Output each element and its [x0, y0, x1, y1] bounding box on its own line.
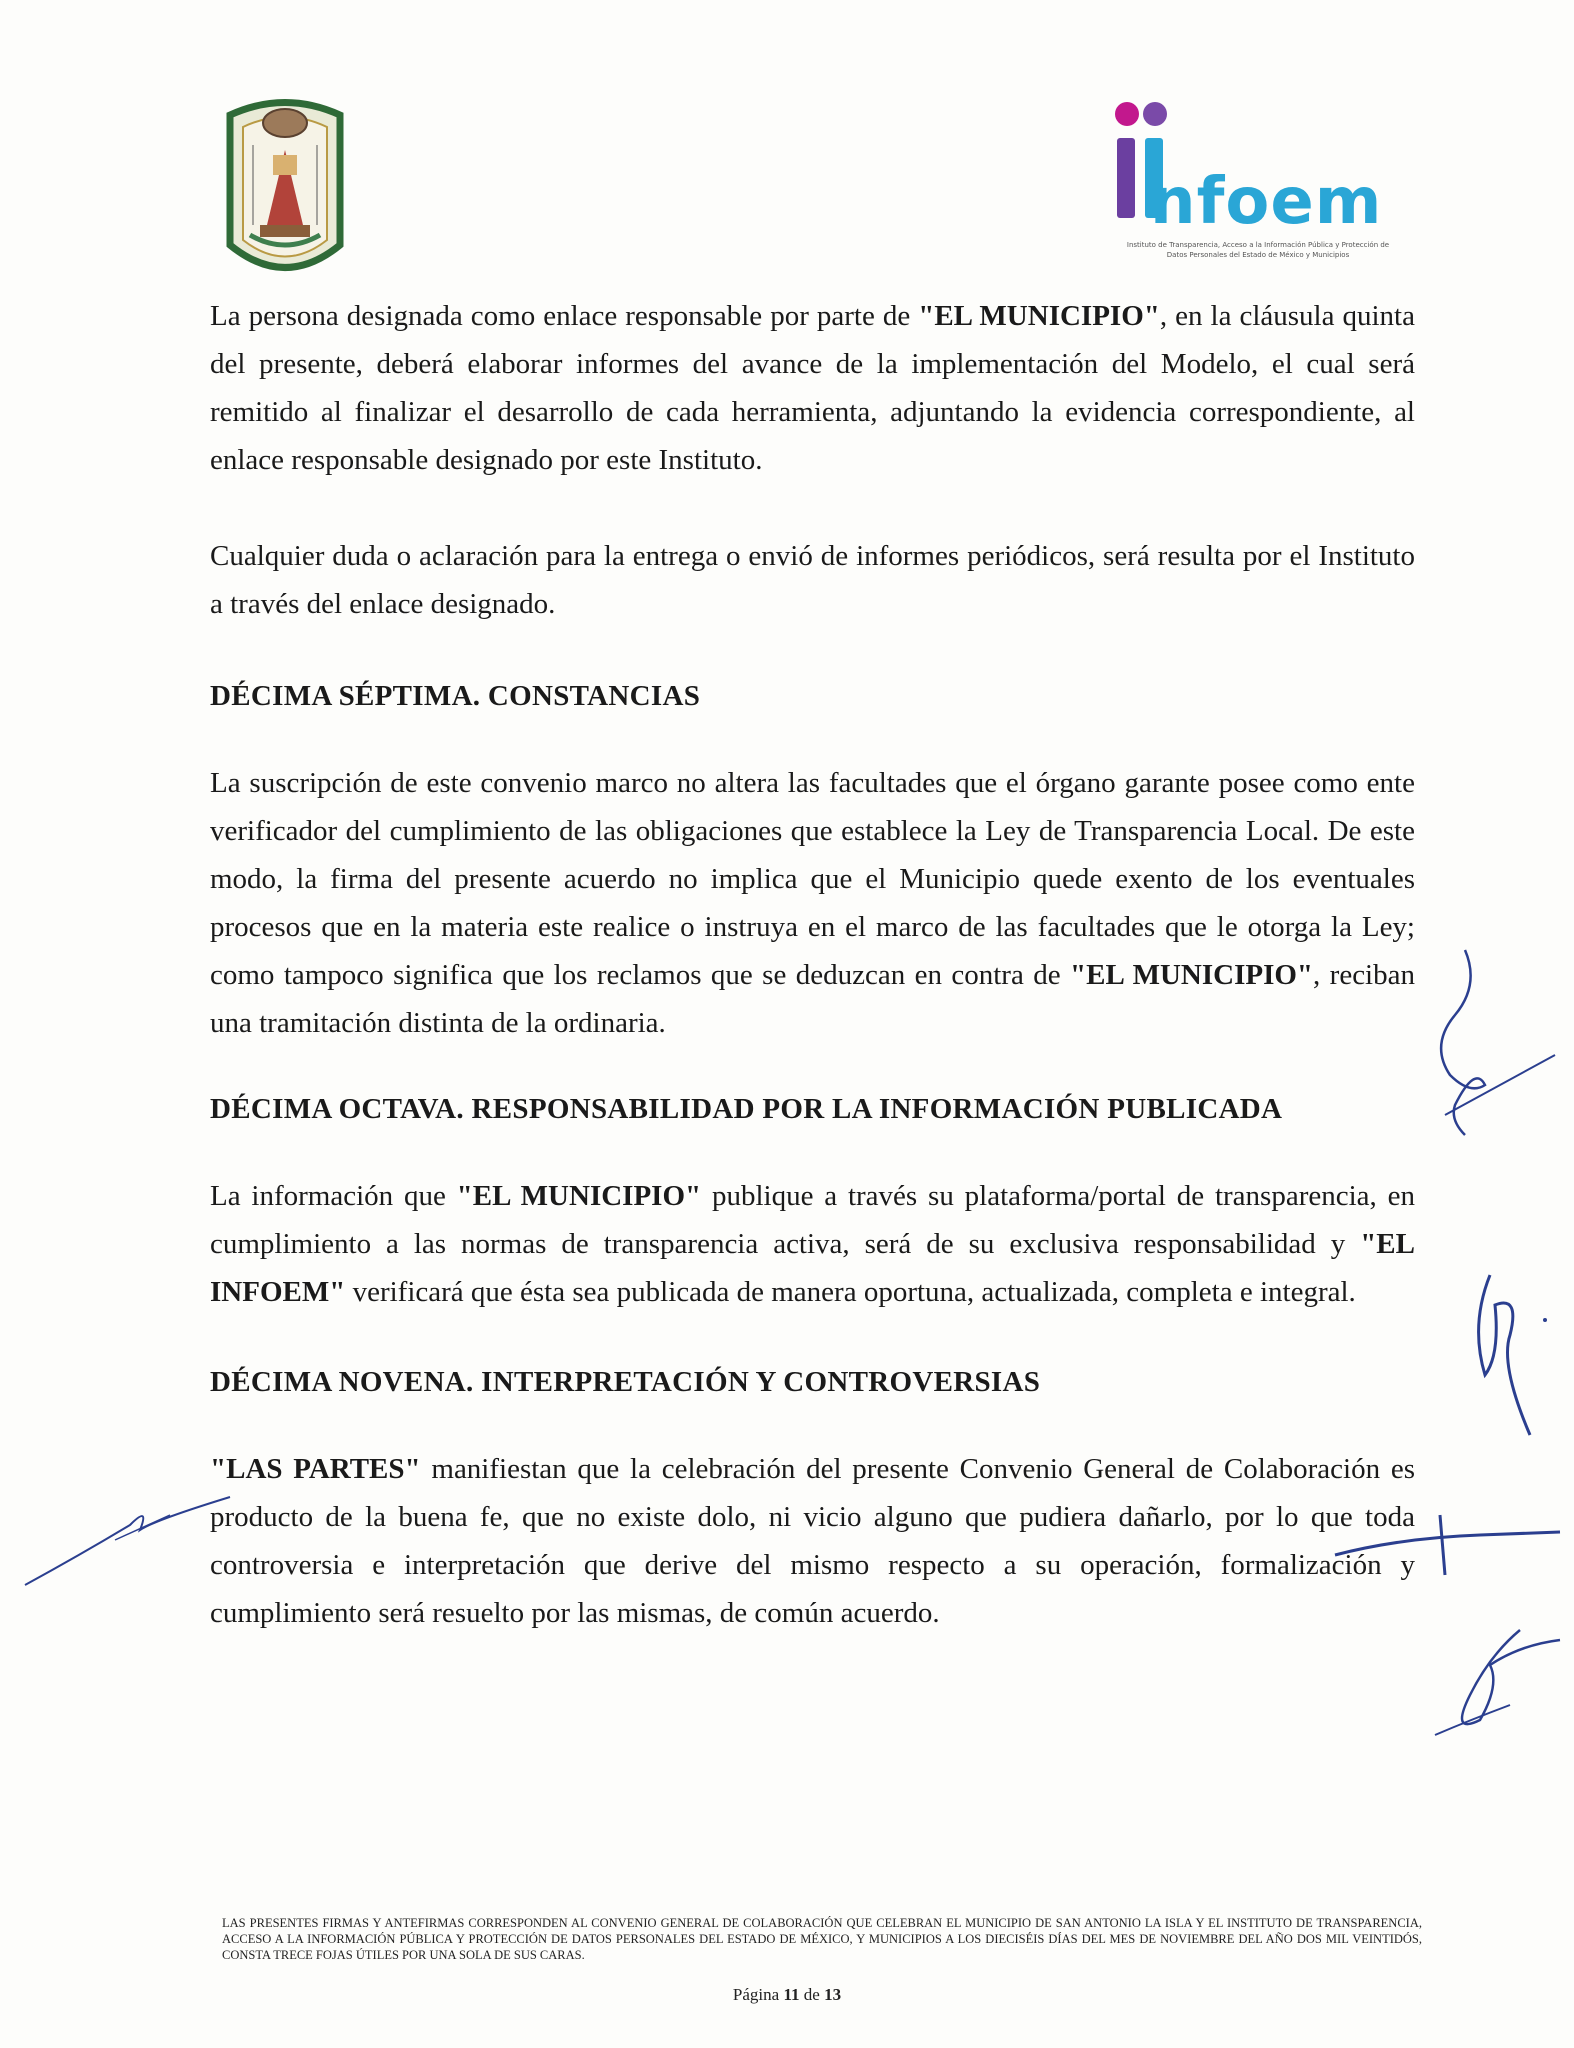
signature-initial-4	[1330, 1510, 1565, 1585]
paragraph-constancias: La suscripción de este convenio marco no altera las facultades que el órgano garante posee como ente verificador del cumplimiento de las obligaciones que establece la Ley de Transparencia Local. De este modo, la firma del presente acuerdo no implica que el Municipio quede exento de los eventuales procesos que en la materia este realice o instruya en el marco de las facultades que le otorga la Ley; como tampoco significa que los reclamos que se deduzcan en contra de "EL MUNICIPIO", reciban una tramitación distinta de la ordinaria.	[210, 767, 1415, 1039]
signature-initial-3	[20, 1485, 260, 1595]
infoem-logo-subtitle: Instituto de Transparencia, Acceso a la Información Pública y Protección de Datos Personales del Estado de México y Municipios	[1126, 241, 1390, 259]
page-number: Página 11 de 13	[732, 1985, 842, 2004]
document-body	[210, 292, 1415, 1637]
paragraph-informes: La persona designada como enlace responsable por parte de "EL MUNICIPIO", en la cláusula quinta del presente, deberá elaborar informes del avance de la implementación del Modelo, el cual será remitido al finalizar el desarrollo de cada herramienta, adjuntando la evidencia correspondiente, al enlace responsable designado por este Instituto.	[210, 300, 1415, 476]
paragraph-dudas: Cualquier duda o aclaración para la entrega o envió de informes periódicos, será resulta por el Instituto a través del enlace designado.	[210, 540, 1415, 620]
infoem-logo-wordmark: nfoem	[1150, 165, 1383, 239]
municipal-coat-of-arms-logo	[215, 95, 355, 285]
heading-decima-novena: DÉCIMA NOVENA. INTERPRETACIÓN Y CONTROVERSIAS	[210, 1366, 1041, 1398]
paragraph-controversias: "LAS PARTES" manifiestan que la celebración del presente Convenio General de Colaboración es producto de la buena fe, que no existe dolo, ni vicio alguno que pudiera dañarlo, por lo que toda controversia e interpretación que derive del mismo respecto a su operación, formalización y cumplimiento será resuelto por las mismas, de común acuerdo.	[210, 1453, 1416, 1629]
signature-initial-1	[1425, 945, 1565, 1145]
signature-initial-5	[1430, 1625, 1570, 1755]
signature-initial-2	[1460, 1265, 1570, 1450]
heading-decima-septima: DÉCIMA SÉPTIMA. CONSTANCIAS	[210, 680, 701, 712]
footer-note: LAS PRESENTES FIRMAS Y ANTEFIRMAS CORRESPONDEN AL CONVENIO GENERAL DE COLABORACIÓN QUE CELEBRAN EL MUNICIPIO DE SAN ANTONIO LA ISLA Y EL INSTITUTO DE TRANSPARENCIA, ACCESO A LA INFORMACIÓN PÚBLICA Y PROTECCIÓN DE DATOS PERSONALES DEL ESTADO DE MÉXICO, Y MUNICIPIOS A LOS DIECISÉIS DÍAS DEL MES DE NOVIEMBRE DEL AÑO DOS MIL VEINTIDÓS, CONSTA TRECE FOJAS ÚTILES POR UNA SOLA DE SUS CARAS.	[222, 1916, 1422, 1962]
paragraph-responsabilidad: La información que "EL MUNICIPIO" publique a través su plataforma/portal de transparencia, en cumplimiento a las normas de transparencia activa, será de su exclusiva responsabilidad y "EL INFOEM" verificará que ésta sea publicada de manera oportuna, actualizada, completa e integral.	[210, 1180, 1415, 1308]
heading-decima-octava: DÉCIMA OCTAVA. RESPONSABILIDAD POR LA INFORMACIÓN PUBLICADA	[210, 1093, 1283, 1125]
